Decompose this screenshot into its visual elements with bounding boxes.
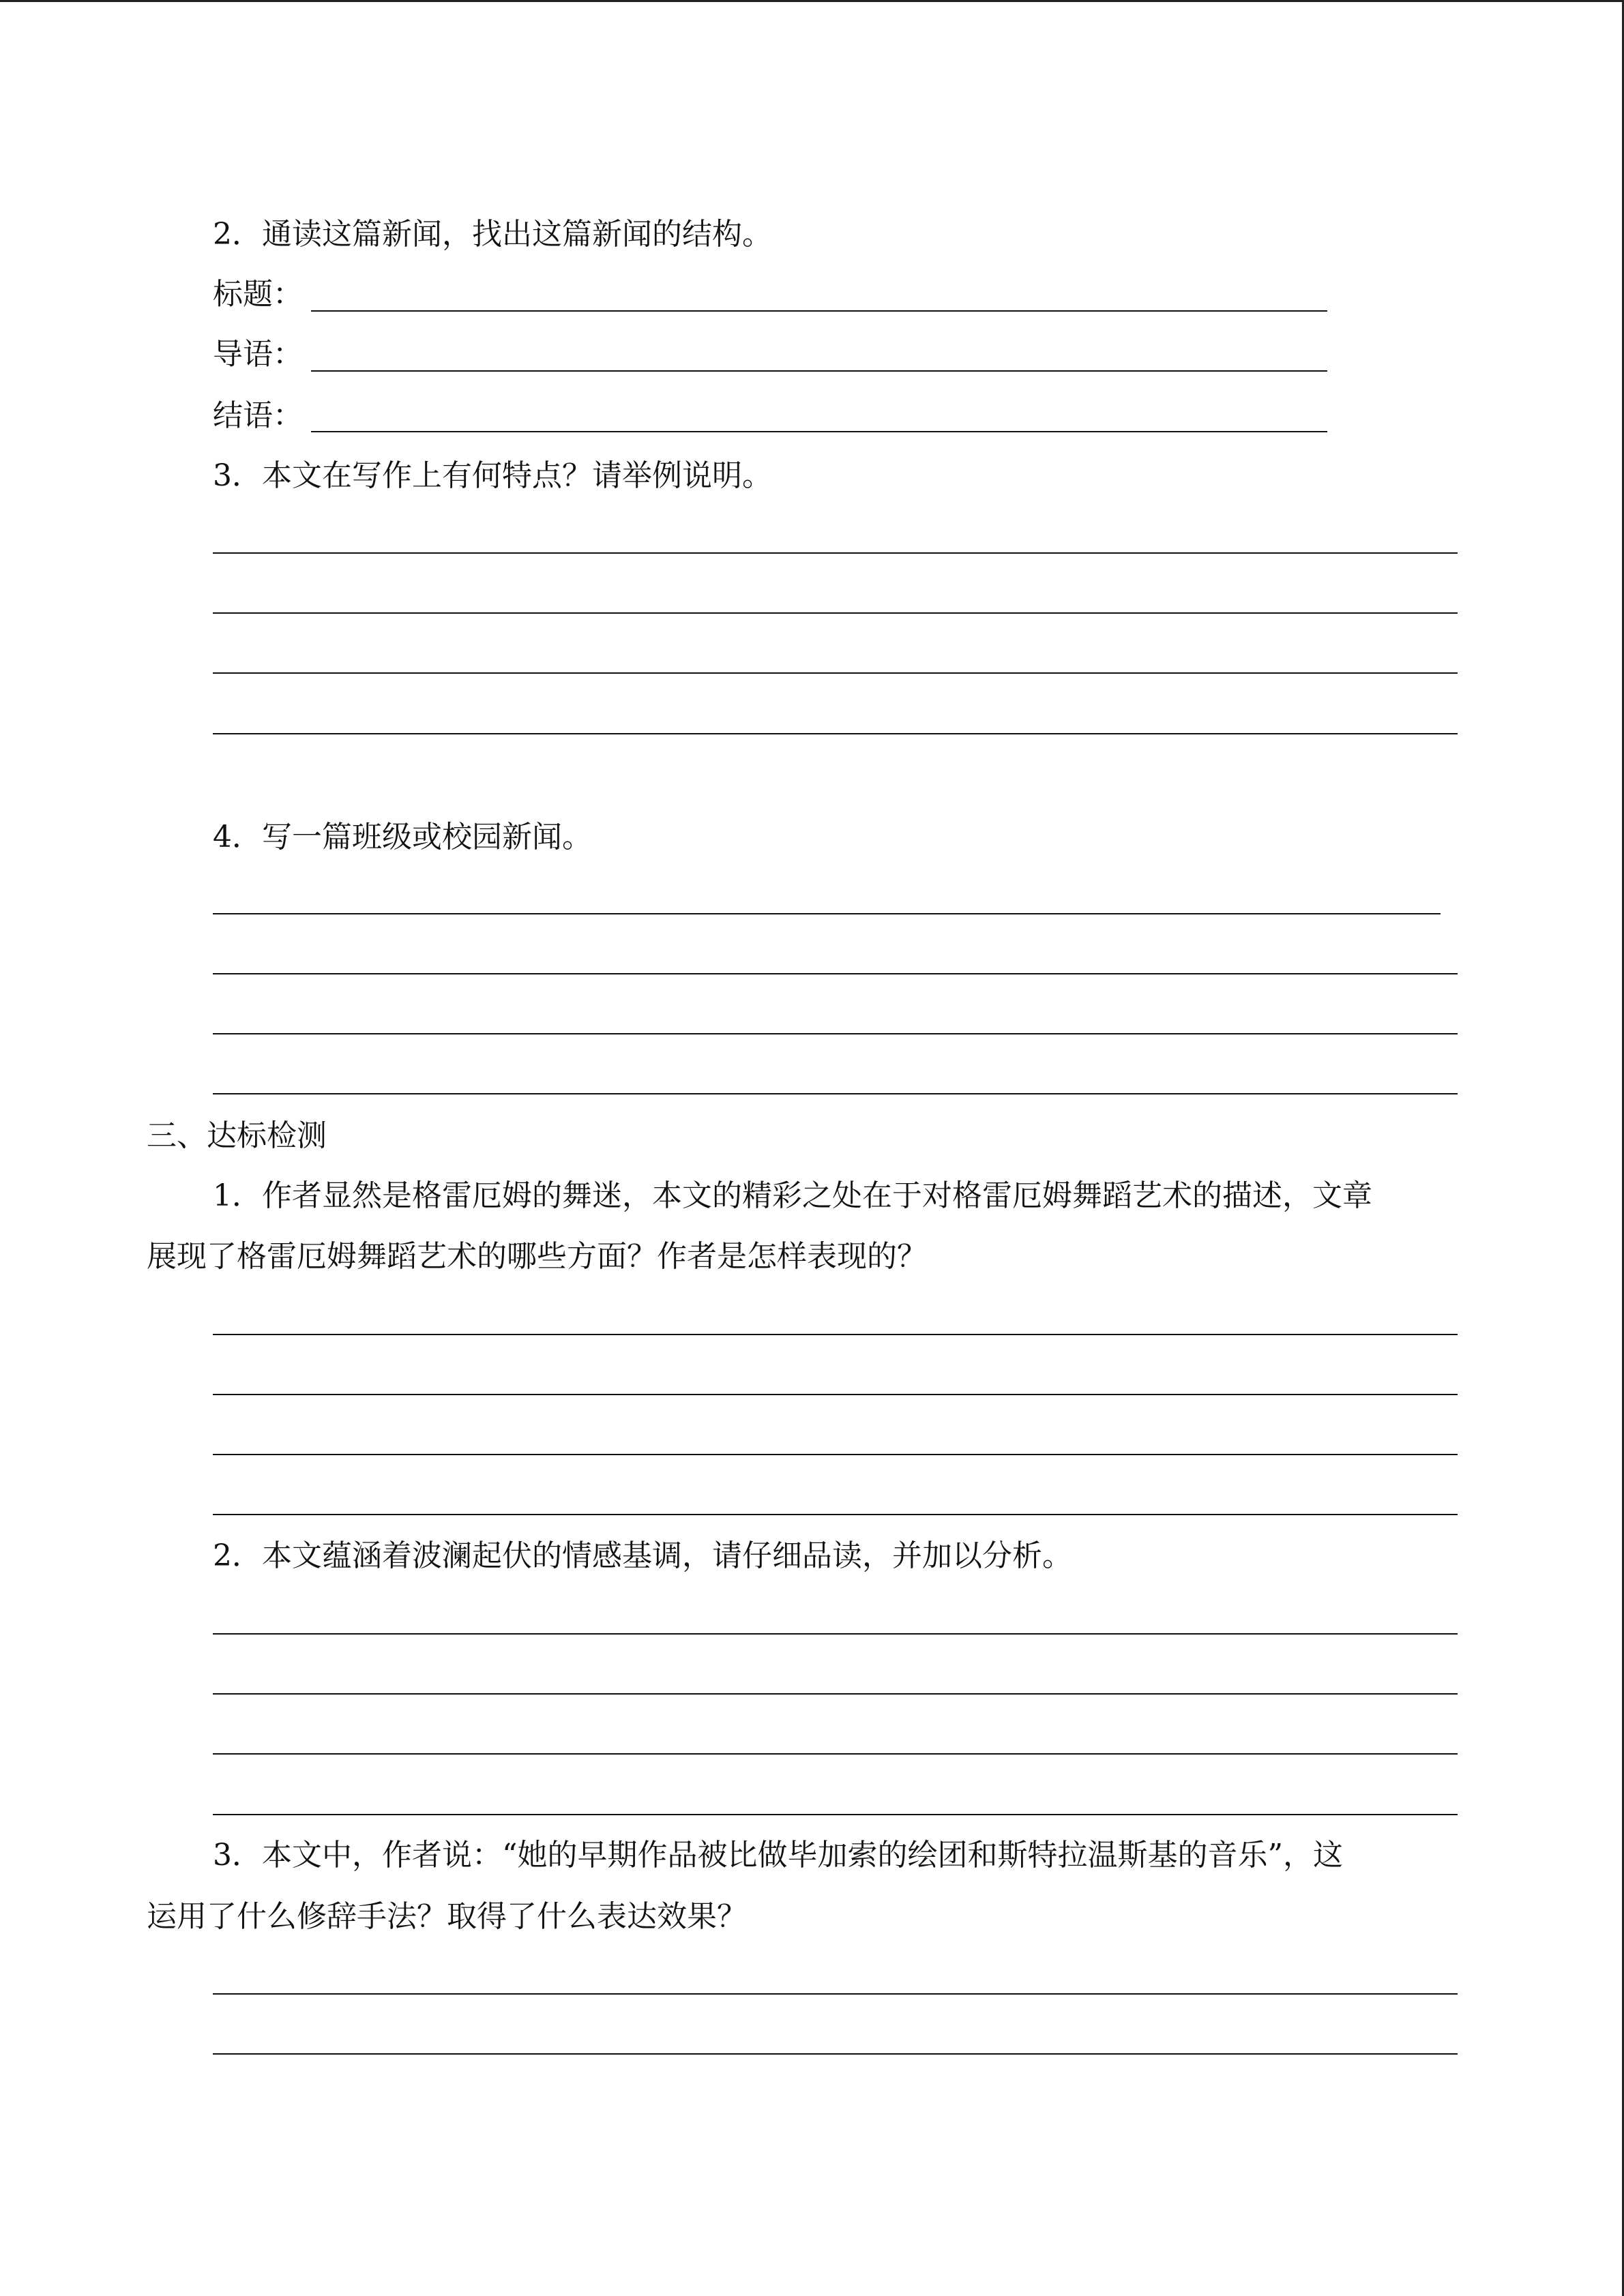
- answer-line[interactable]: [213, 1514, 1458, 1515]
- field-label-ending: 结语：: [213, 398, 303, 433]
- section3-question-3-line2: 运用了什么修辞手法？取得了什么表达效果？: [147, 1899, 747, 1934]
- answer-line[interactable]: [213, 1394, 1458, 1395]
- answer-line[interactable]: [213, 552, 1458, 554]
- answer-line-lead[interactable]: [311, 370, 1327, 372]
- question-4-title: 4．写一篇班级或校园新闻。: [213, 820, 592, 854]
- answer-line[interactable]: [213, 1693, 1458, 1695]
- section-heading: 三、达标检测: [147, 1118, 327, 1153]
- answer-line[interactable]: [213, 1334, 1458, 1335]
- answer-line[interactable]: [213, 612, 1458, 614]
- section3-question-1-line2: 展现了格雷厄姆舞蹈艺术的哪些方面？作者是怎样表现的？: [147, 1239, 927, 1274]
- answer-line[interactable]: [213, 1633, 1458, 1635]
- answer-line[interactable]: [213, 913, 1441, 914]
- section3-question-2-title: 2．本文蕴涵着波澜起伏的情感基调，请仔细品读，并加以分析。: [213, 1538, 1072, 1573]
- answer-line[interactable]: [213, 672, 1458, 674]
- answer-line[interactable]: [213, 1753, 1458, 1755]
- answer-line[interactable]: [213, 973, 1458, 974]
- field-label-lead: 导语：: [213, 337, 303, 372]
- page-border-top: [0, 0, 1624, 2]
- answer-line[interactable]: [213, 733, 1458, 734]
- section3-question-1-line1: 1．作者显然是格雷厄姆的舞迷，本文的精彩之处在于对格雷厄姆舞蹈艺术的描述，文章: [213, 1178, 1372, 1213]
- answer-line[interactable]: [213, 1454, 1458, 1455]
- question-3-title: 3．本文在写作上有何特点？请举例说明。: [213, 458, 772, 493]
- section3-question-3-line1: 3．本文中，作者说：“她的早期作品被比做毕加索的绘团和斯特拉温斯基的音乐”，这: [213, 1838, 1343, 1873]
- answer-line[interactable]: [213, 1093, 1458, 1094]
- answer-line[interactable]: [213, 1033, 1458, 1034]
- field-label-title: 标题：: [213, 277, 303, 312]
- answer-line-title[interactable]: [311, 310, 1327, 312]
- question-2-title: 2．通读这篇新闻，找出这篇新闻的结构。: [213, 217, 772, 252]
- answer-line[interactable]: [213, 2053, 1458, 2055]
- answer-line[interactable]: [213, 1814, 1458, 1815]
- answer-line[interactable]: [213, 1993, 1458, 1995]
- answer-line-ending[interactable]: [311, 431, 1327, 432]
